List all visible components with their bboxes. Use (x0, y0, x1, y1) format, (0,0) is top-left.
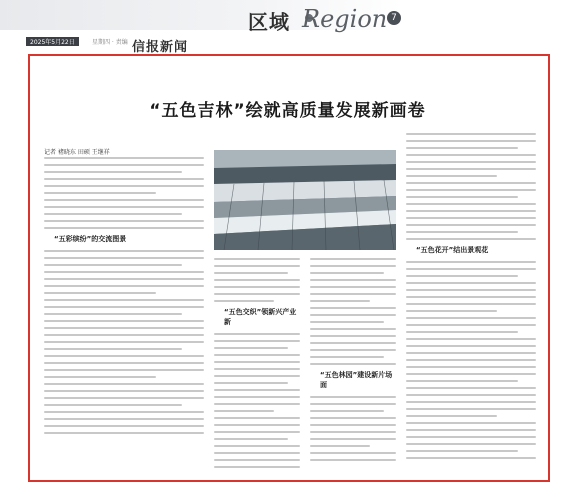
section-title: 区域 (248, 10, 290, 34)
article-byline: 记者 褚晓东 田硕 王继祥 (44, 149, 110, 156)
subhead-1: “五彩缤纷”的交流图景 (54, 235, 127, 243)
meta-text: 星期四 · 责编 (92, 39, 128, 46)
date-tag: 2025年5月22日 (26, 37, 79, 46)
article-column-4 (406, 133, 536, 464)
masthead: 信报新闻 (132, 40, 189, 55)
subhead-2: “五色交织”领新兴产业新 (224, 308, 297, 326)
subhead-3: “五色花开”结出景观花 (416, 246, 489, 254)
subhead-4: “五色林园”建设新片场面 (320, 371, 393, 389)
page-number-badge: 7 (387, 11, 401, 25)
article-column-1 (44, 157, 204, 439)
section-title-en: Region (302, 5, 388, 33)
article-headline: “五色吉林”绘就高质量发展新画卷 (149, 101, 426, 121)
meta-line (0, 34, 575, 46)
article-photo (214, 150, 396, 250)
article-column-2 (214, 258, 300, 473)
article-column-3 (310, 258, 396, 466)
